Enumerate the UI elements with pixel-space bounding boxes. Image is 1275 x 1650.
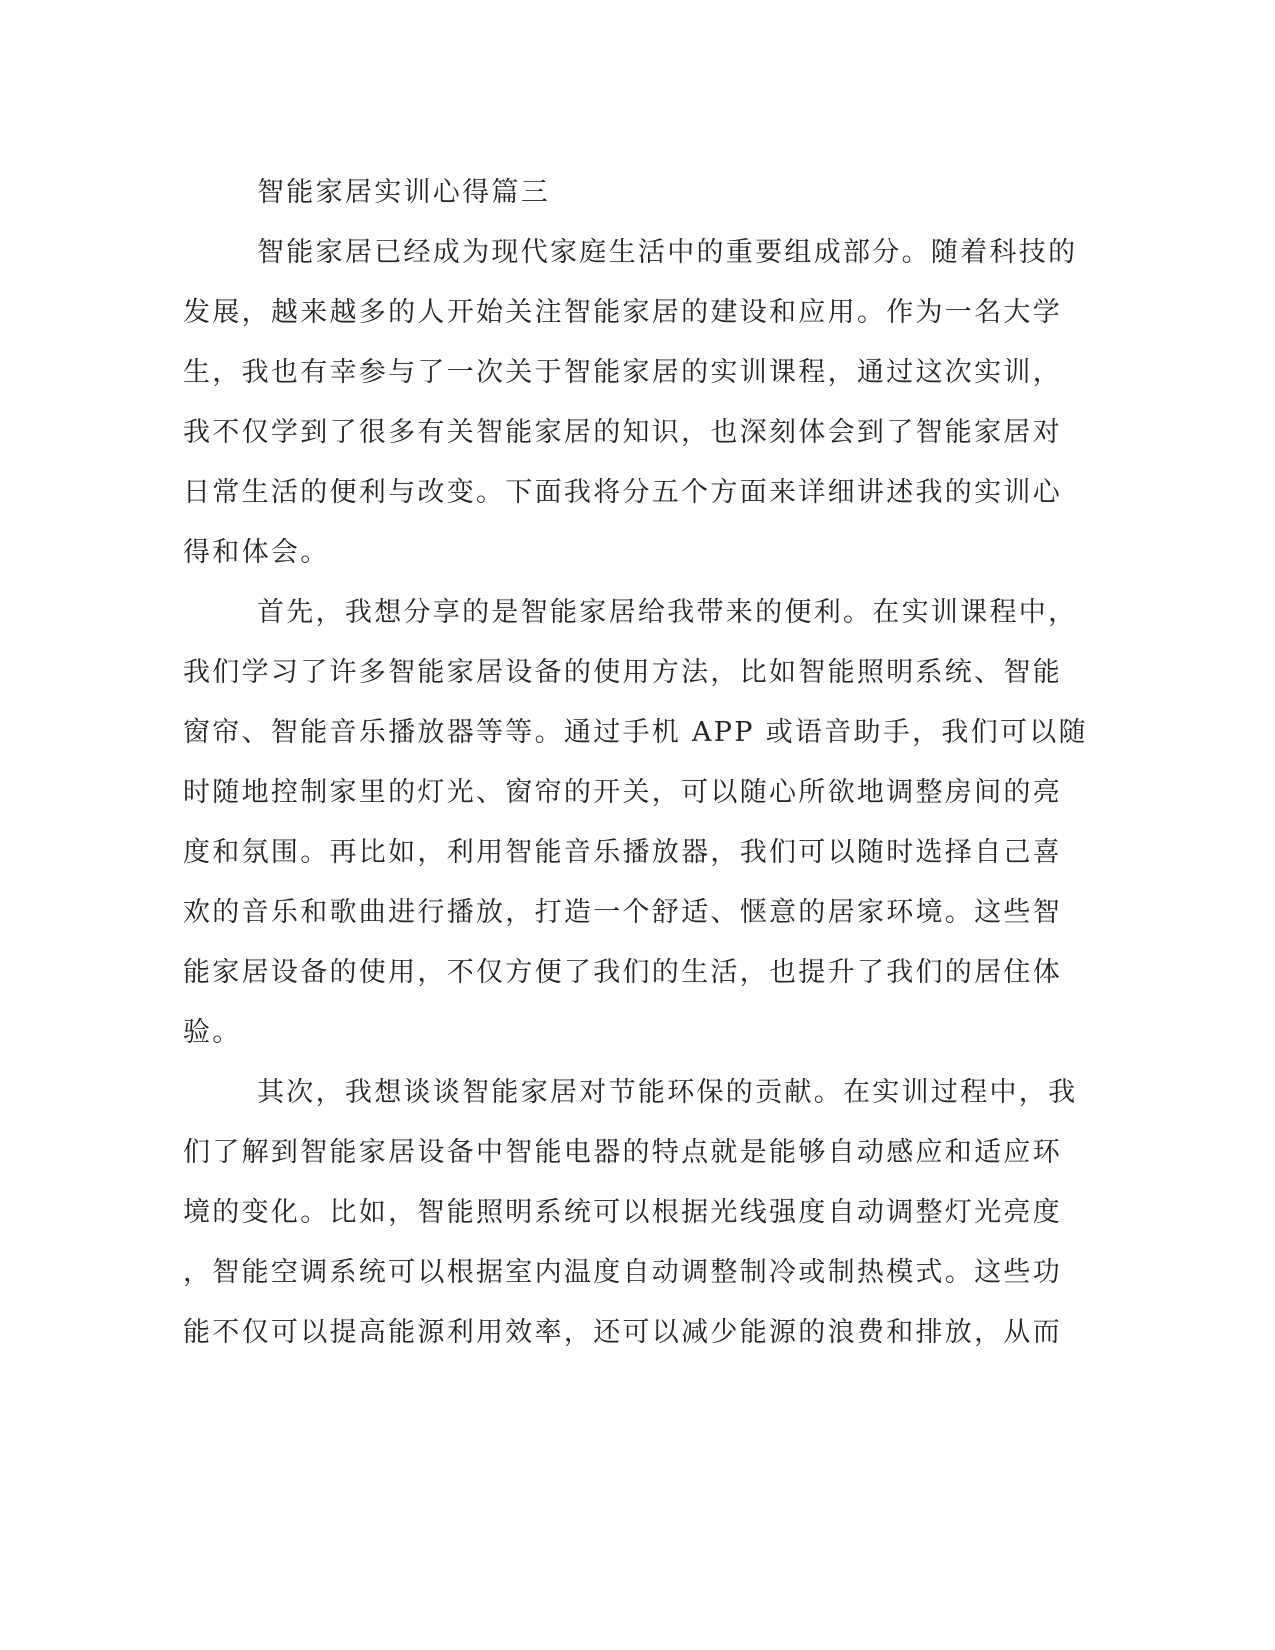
paragraph-line: 能不仅可以提高能源利用效率，还可以减少能源的浪费和排放，从而 (183, 1317, 1062, 1348)
paragraph-3 (183, 1063, 1078, 1363)
paragraph-2 (183, 583, 1088, 1063)
document-title: 智能家居实训心得篇三 (257, 177, 550, 208)
paragraph-line: 我们学习了许多智能家居设备的使用方法，比如智能照明系统、智能 (183, 657, 1062, 688)
paragraph-line: 我不仅学到了很多有关智能家居的知识，也深刻体会到了智能家居对 (183, 417, 1062, 448)
paragraph-line: 们了解到智能家居设备中智能电器的特点就是能够自动感应和适应环 (183, 1137, 1062, 1168)
paragraph-line: 时随地控制家里的灯光、窗帘的开关，可以随心所欲地调整房间的亮 (183, 777, 1062, 808)
paragraph-1 (183, 223, 1078, 583)
paragraph-line: 欢的音乐和歌曲进行播放，打造一个舒适、惬意的居家环境。这些智 (183, 897, 1062, 928)
paragraph-line: 生，我也有幸参与了一次关于智能家居的实训课程，通过这次实训， (183, 357, 1062, 388)
paragraph-line: 验。 (183, 1017, 242, 1048)
paragraph-line: 日常生活的便利与改变。下面我将分五个方面来详细讲述我的实训心 (183, 477, 1062, 508)
paragraph-line: ，智能空调系统可以根据室内温度自动调整制冷或制热模式。这些功 (183, 1257, 1062, 1288)
paragraph-line: 首先，我想分享的是智能家居给我带来的便利。在实训课程中， (257, 597, 1078, 628)
paragraph-line: 境的变化。比如，智能照明系统可以根据光线强度自动调整灯光亮度 (183, 1197, 1062, 1228)
paragraph-line: 发展，越来越多的人开始关注智能家居的建设和应用。作为一名大学 (183, 297, 1062, 328)
paragraph-line: 窗帘、智能音乐播放器等等。通过手机 APP 或语音助手，我们可以随 (183, 717, 1088, 748)
paragraph-line: 度和氛围。再比如，利用智能音乐播放器，我们可以随时选择自己喜 (183, 837, 1062, 868)
document-body (183, 163, 1088, 1363)
paragraph-line: 能家居设备的使用，不仅方便了我们的生活，也提升了我们的居住体 (183, 957, 1062, 988)
paragraph-line: 得和体会。 (183, 537, 330, 568)
paragraph-line: 智能家居已经成为现代家庭生活中的重要组成部分。随着科技的 (257, 237, 1078, 268)
paragraph-line: 其次，我想谈谈智能家居对节能环保的贡献。在实训过程中，我 (257, 1077, 1078, 1108)
